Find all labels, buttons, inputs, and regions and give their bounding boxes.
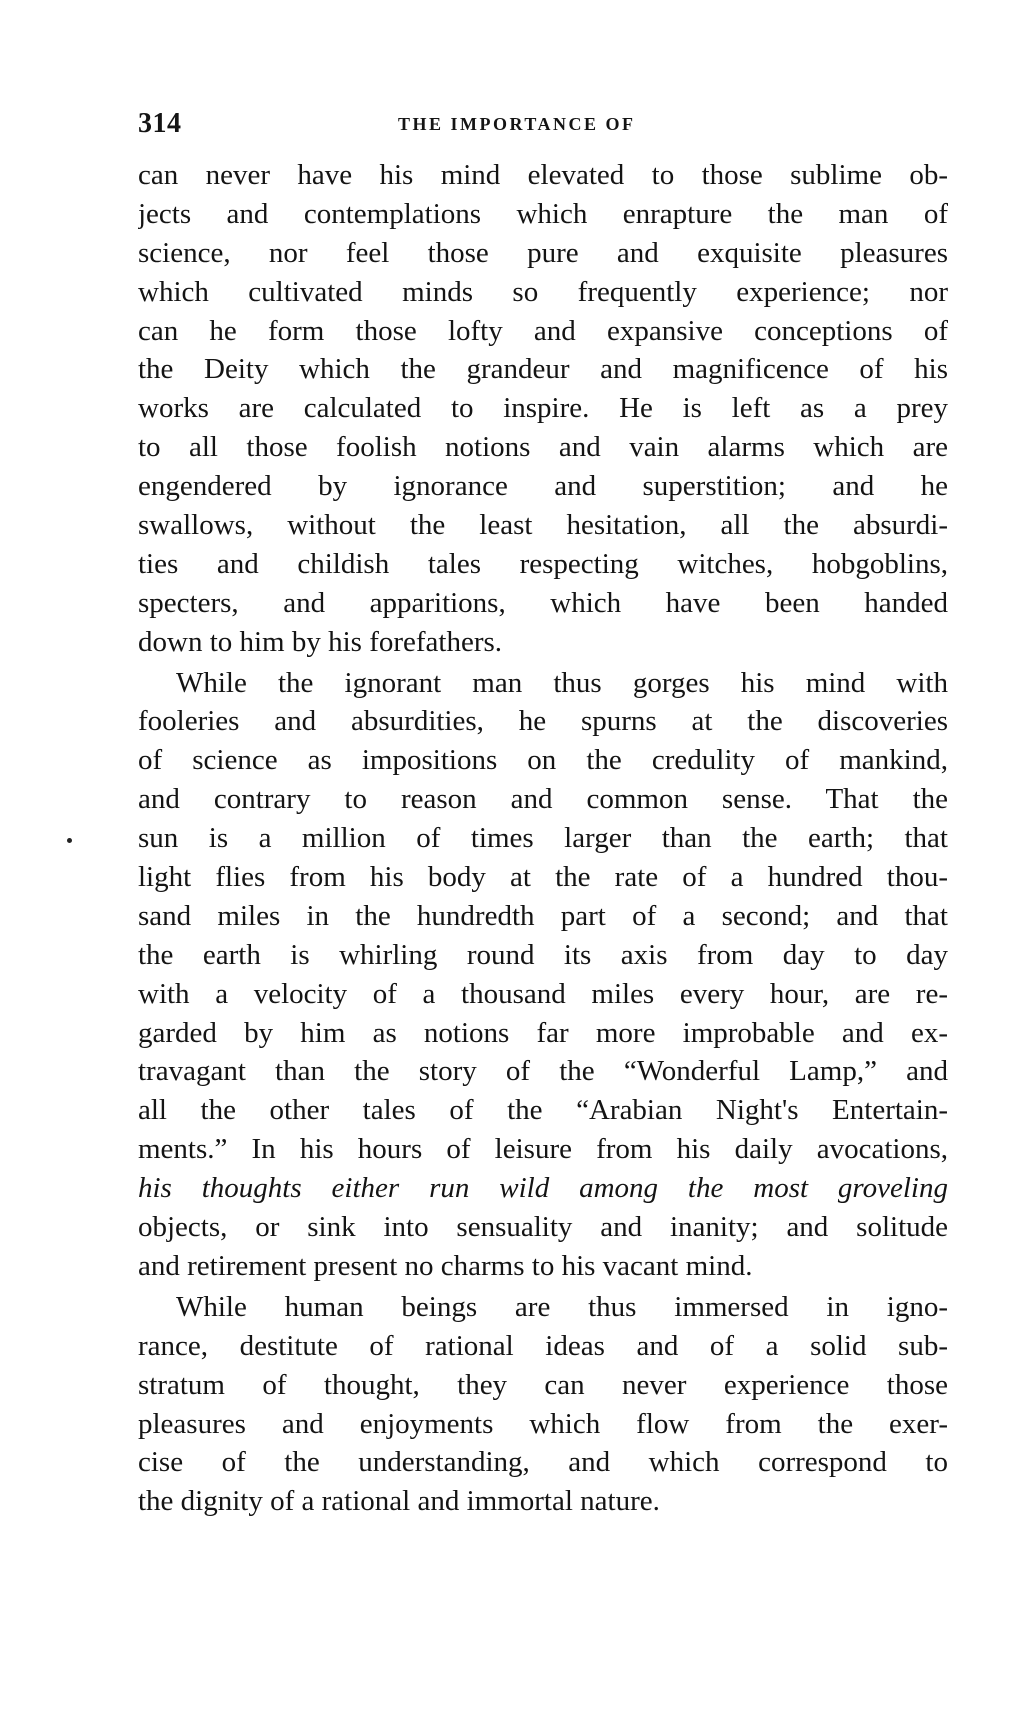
text-line: ments.” In his hours of leisure from his daily avocations, xyxy=(138,1133,948,1166)
text-line: ties and childish tales respecting witches, hobgoblins, xyxy=(138,547,948,580)
running-head: THE IMPORTANCE OF xyxy=(398,114,636,134)
text-line: rance, destitute of rational ideas and of a solid sub- xyxy=(138,1329,948,1362)
text-line: While human beings are thus immersed in igno- xyxy=(176,1290,948,1323)
body-text xyxy=(138,156,948,1521)
text-line: works are calculated to inspire. He is left as a prey xyxy=(138,392,948,425)
text-line: the Deity which the grandeur and magnificence of his xyxy=(138,353,948,386)
text-line: can never have his mind elevated to those sublime ob- xyxy=(138,159,948,191)
text-line: which cultivated minds so frequently experience; nor xyxy=(138,275,948,308)
text-line: pleasures and enjoyments which flow from the exer- xyxy=(138,1407,948,1440)
text-line: science, nor feel those pure and exquisite pleasures xyxy=(138,236,948,269)
text-line: cise of the understanding, and which correspond to xyxy=(138,1446,948,1479)
text-line: all the other tales of the “Arabian Night's Entertain- xyxy=(138,1094,948,1127)
text-line: and retirement present no charms to his vacant mind. xyxy=(138,1249,753,1282)
text-line: with a velocity of a thousand miles every hour, are re- xyxy=(138,977,948,1010)
text-line: stratum of thought, they can never experience those xyxy=(138,1368,948,1401)
text-line: sand miles in the hundredth part of a second; and that xyxy=(138,899,948,932)
page-header xyxy=(138,108,948,144)
text-line: objects, or sink into sensuality and inanity; and solitude xyxy=(138,1211,948,1244)
stray-ink-mark xyxy=(67,838,72,843)
text-line: and contrary to reason and common sense. That the xyxy=(138,783,948,816)
text-line: specters, and apparitions, which have been handed xyxy=(138,586,948,619)
text-line: the earth is whirling round its axis from day to day xyxy=(138,938,948,971)
text-line: to all those foolish notions and vain alarms which are xyxy=(138,431,948,464)
text-line: jects and contemplations which enrapture the man of xyxy=(138,197,948,230)
text-line: of science as impositions on the credulity of mankind, xyxy=(138,744,948,777)
paragraph-3 xyxy=(138,1288,948,1521)
text-line: can he form those lofty and expansive conceptions of xyxy=(138,314,948,347)
text-line: light flies from his body at the rate of a hundred thou- xyxy=(138,861,948,894)
text-line-italic: his thoughts either run wild among the most groveling xyxy=(138,1172,948,1205)
paragraph-1 xyxy=(138,156,948,662)
text-line: fooleries and absurdities, he spurns at the discoveries xyxy=(138,705,948,738)
text-line: garded by him as notions far more improbable and ex- xyxy=(138,1016,948,1049)
text-line: swallows, without the least hesitation, all the absurdi- xyxy=(138,509,948,542)
text-line: travagant than the story of the “Wonderful Lamp,” and xyxy=(138,1055,948,1088)
text-line: engendered by ignorance and superstition; and he xyxy=(138,470,948,503)
text-line: the dignity of a rational and immortal nature. xyxy=(138,1485,660,1518)
text-line: sun is a million of times larger than the earth; that xyxy=(138,822,948,855)
paragraph-2 xyxy=(138,664,948,1286)
text-line: While the ignorant man thus gorges his mind with xyxy=(176,666,948,699)
text-line: down to him by his forefathers. xyxy=(138,625,503,658)
page-number: 314 xyxy=(138,108,182,139)
